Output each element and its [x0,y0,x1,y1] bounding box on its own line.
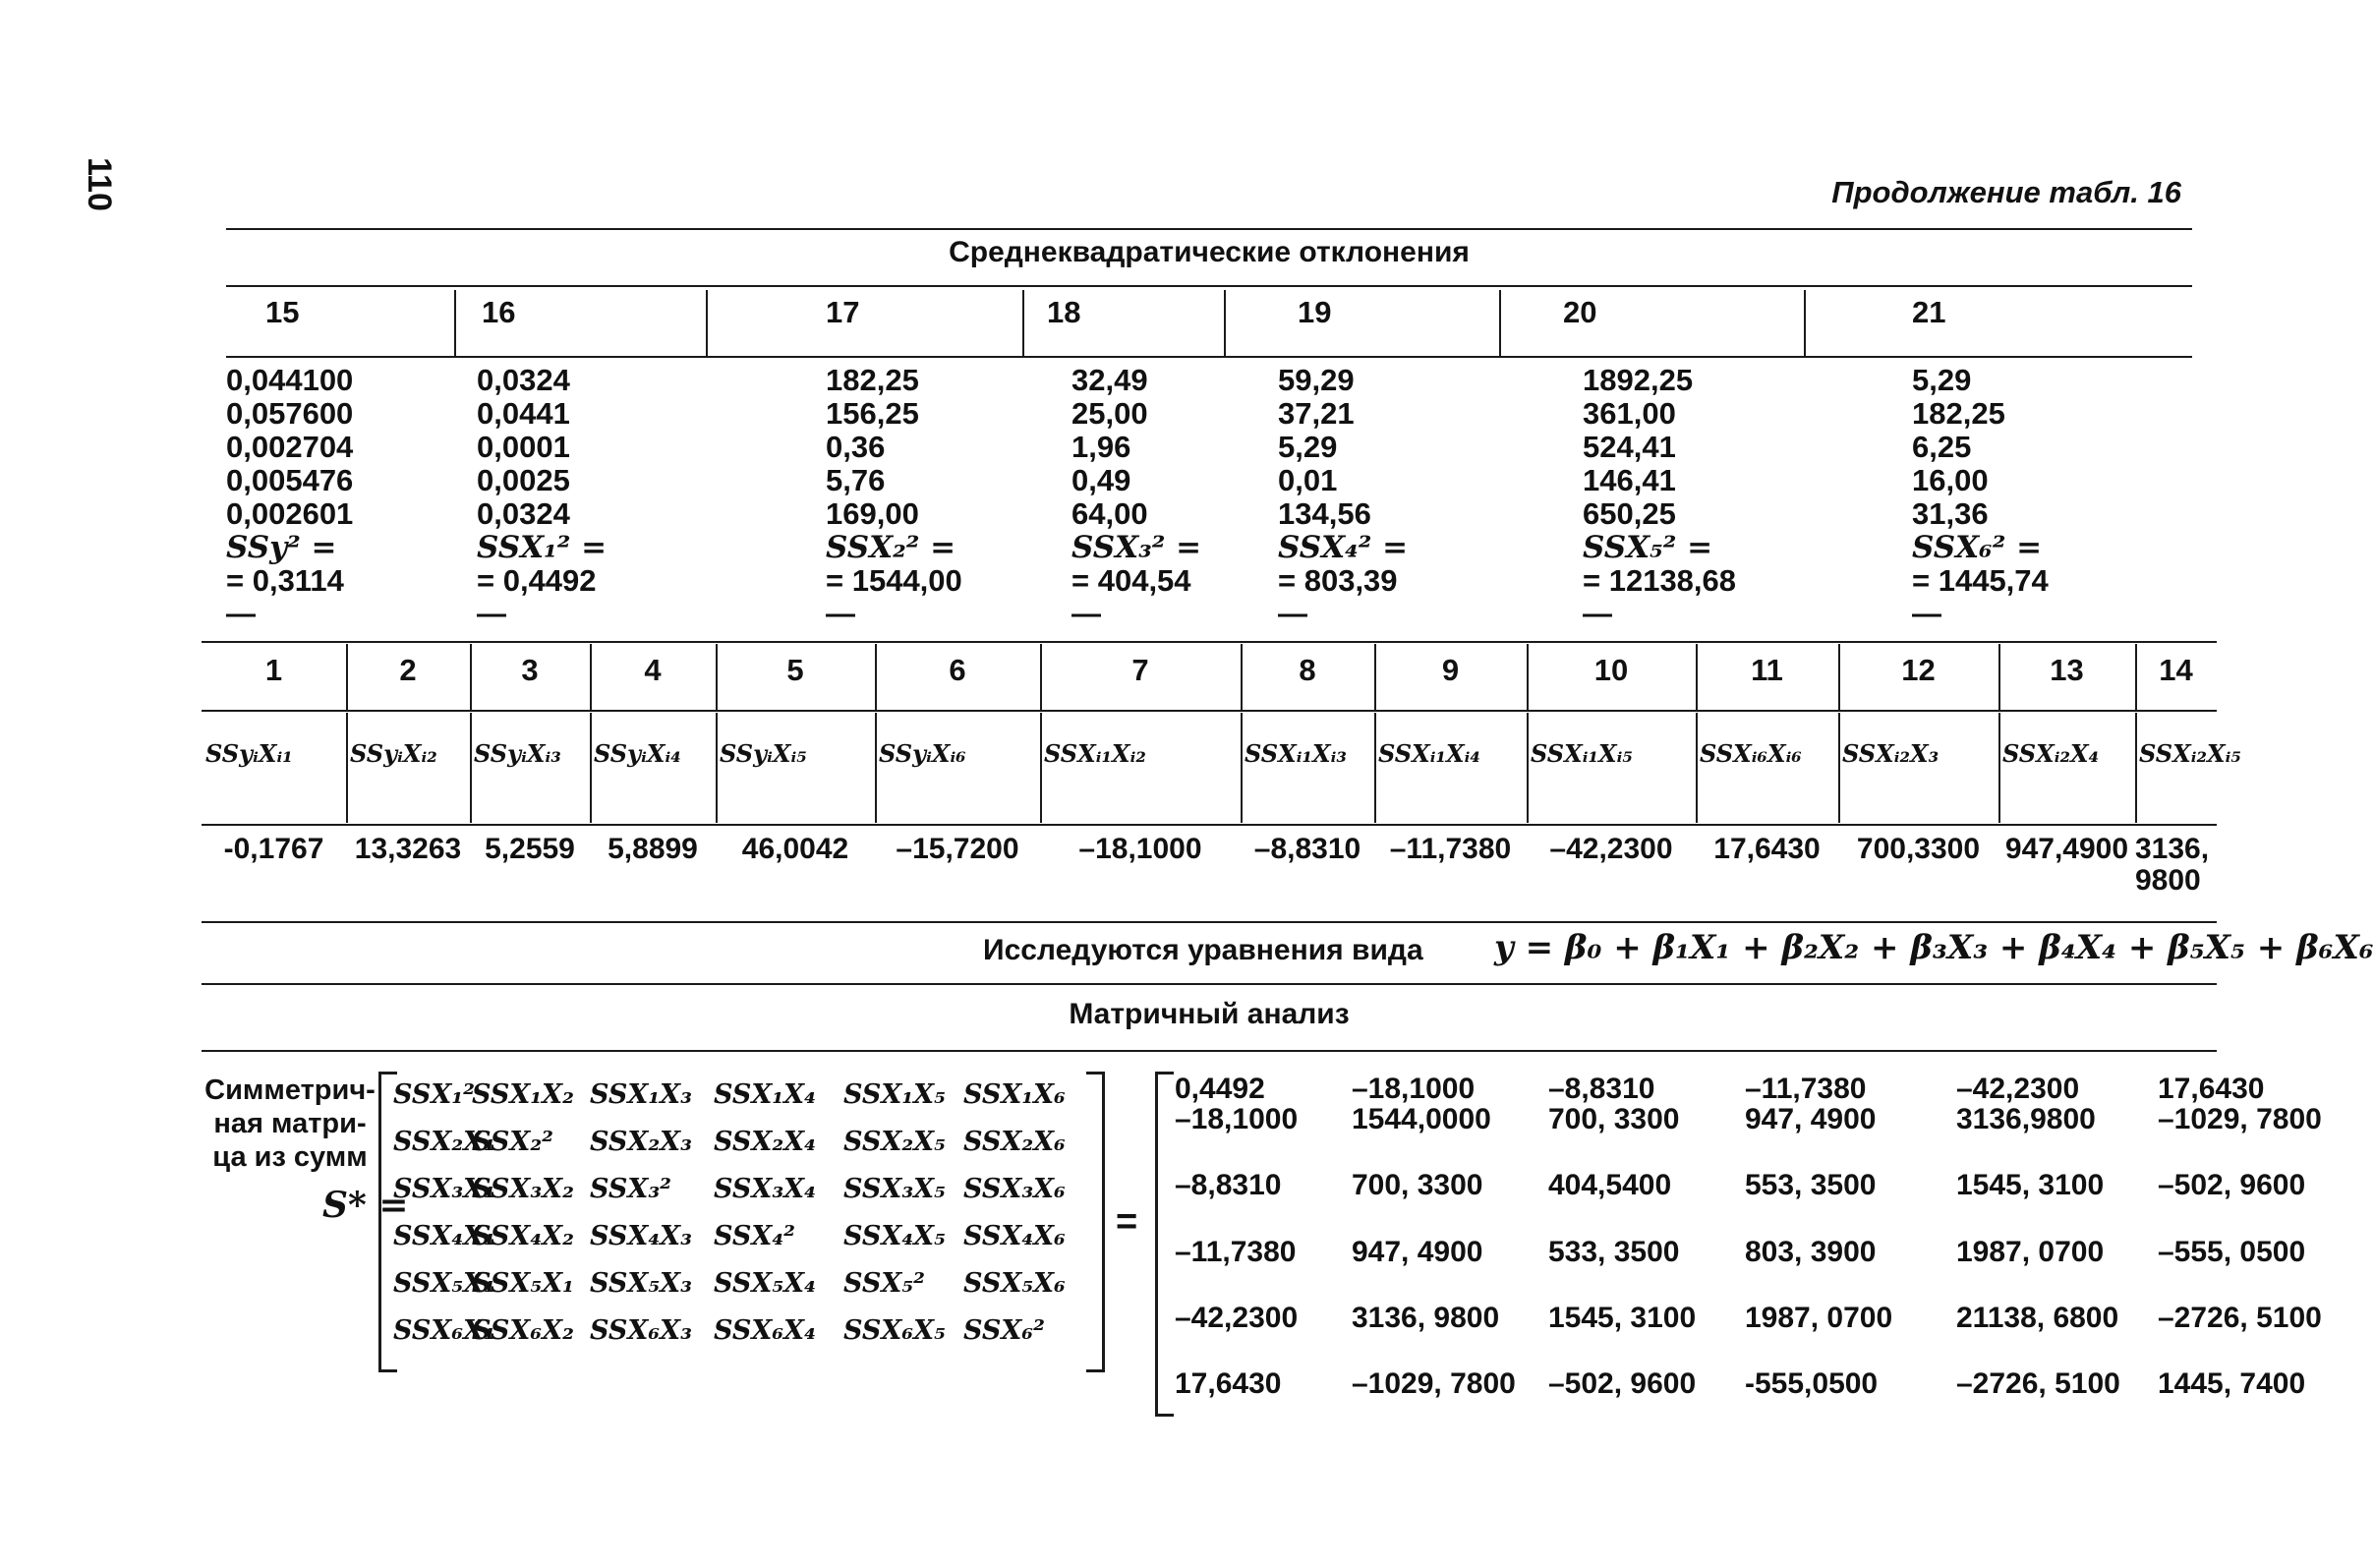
symbolic-matrix-cell: SSX₅² [843,1268,926,1299]
symbolic-matrix-cell: SSX₂X₅ [843,1127,946,1157]
column-divider [470,644,472,711]
column-divider [1804,290,1806,357]
column-divider [346,713,348,823]
symbolic-matrix-cell: SSX₄X₅ [843,1221,946,1251]
bottom-column-header: 11 [1751,653,1783,687]
column-divider [1224,290,1226,357]
sum-product-label: SSyᵢXᵢ₂ [350,739,437,768]
symbolic-matrix-cell: SSX₆X₃ [590,1315,692,1346]
symbolic-matrix-cell: SSX₅X₃ [590,1268,692,1299]
column-value: 37,21 [1278,396,1355,431]
sum-product-value: –18,1000 [1078,833,1202,865]
column-value: 25,00 [1071,396,1148,431]
dash-mark: — [1278,598,1307,630]
symbolic-matrix-cell: SSX₂X₆ [963,1127,1066,1157]
equals-sign: = [1116,1201,1138,1243]
symbolic-matrix-cell: SSX₃X₅ [843,1174,946,1204]
column-value: 146,41 [1583,463,1676,497]
sum-label: SSX₂² = [826,530,956,565]
dash-mark: — [826,598,855,630]
sum-product-value: –11,7380 [1389,833,1512,865]
column-value: 0,0001 [477,430,570,464]
numeric-matrix-cell: 1544,0000 [1352,1103,1491,1135]
numeric-matrix-cell: –18,1000 [1175,1103,1299,1135]
table-continuation-caption: Продолжение табл. 16 [1831,175,2181,209]
sum-product-value: 5,2559 [485,833,575,865]
symbolic-matrix-cell: SSX₁² [393,1079,476,1110]
column-value: 182,25 [1912,396,2005,431]
numeric-matrix-cell: –8,8310 [1548,1073,1655,1105]
symbolic-matrix-cell: SSX₂X₃ [590,1127,692,1157]
numeric-matrix-cell: 1545, 3100 [1956,1169,2105,1201]
numeric-matrix-cell: –502, 9600 [2158,1169,2306,1201]
symbolic-matrix-cell: SSX₆X₅ [843,1315,946,1346]
dash-mark: — [1912,598,1941,630]
left-bracket-numeric [1155,1072,1174,1417]
sum-value: = 0,3114 [226,563,344,598]
symbolic-matrix-cell: SSX₄² [714,1221,796,1251]
numeric-matrix-cell: –8,8310 [1175,1169,1282,1201]
symbolic-matrix-cell: SSX₄X₃ [590,1221,692,1251]
numeric-matrix-cell: 533, 3500 [1548,1236,1680,1268]
symbolic-matrix-cell: SSX₂² [472,1127,554,1157]
symbolic-matrix-cell: SSX₂X₄ [714,1127,816,1157]
numeric-matrix-cell: –42,2300 [1956,1073,2080,1105]
sum-product-value: 700,3300 [1856,833,1981,865]
column-divider [1838,713,1840,823]
dash-mark: — [477,598,506,630]
symbolic-matrix-cell: SSX₁X₂ [472,1079,574,1110]
bottom-column-header: 14 [2159,653,2193,687]
column-divider [590,644,592,711]
sum-product-label: SSyᵢXᵢ₃ [474,739,561,768]
top-column-header: 21 [1912,295,1946,329]
column-divider [1022,290,1024,357]
sum-product-label: SSXᵢ₁Xᵢ₃ [1245,739,1347,768]
symbolic-matrix-cell: SSX₄X₆ [963,1221,1066,1251]
column-value: 169,00 [826,496,919,531]
rule [202,921,2217,923]
column-divider [1374,644,1376,711]
column-value: 0,002601 [226,496,354,531]
column-value: 156,25 [826,396,919,431]
column-divider [2135,644,2137,711]
bottom-column-header: 6 [949,653,966,687]
symbolic-matrix-cell: SSX₆² [963,1315,1046,1346]
column-divider [1374,713,1376,823]
numeric-matrix-cell: 553, 3500 [1745,1169,1877,1201]
top-column-header: 15 [265,295,300,329]
numeric-matrix-cell: 3136, 9800 [1352,1302,1500,1334]
sum-product-value: 13,3263 [354,833,462,865]
matrix-symbol: S* = [322,1185,409,1226]
numeric-matrix-cell: 1545, 3100 [1548,1302,1697,1334]
sum-product-value: –42,2300 [1549,833,1673,865]
symbolic-matrix-cell: SSX₁X₆ [963,1079,1066,1110]
bottom-column-header: 9 [1441,653,1460,687]
bottom-column-header: 12 [1901,653,1936,687]
column-divider [1838,644,1840,711]
numeric-matrix-cell: 404,5400 [1548,1169,1672,1201]
sum-product-value: -0,1767 [223,833,324,865]
sum-product-value: –8,8310 [1253,833,1361,865]
column-divider [706,290,708,357]
sum-product-label: SSXᵢ₂Xᵢ₅ [2139,739,2241,768]
sum-product-label: SSyᵢXᵢ₄ [594,739,681,768]
sum-label: SSX₃² = [1071,530,1202,565]
sum-value: = 0,4492 [477,563,597,598]
symbolic-matrix-cell: SSX₃X₄ [714,1174,816,1204]
sum-product-label: SSyᵢXᵢ₁ [205,739,293,768]
column-value: 0,044100 [226,363,354,397]
column-divider [1241,644,1243,711]
symbolic-matrix-cell: SSX₁X₃ [590,1079,692,1110]
rule [202,641,2217,643]
column-value: 31,36 [1912,496,1989,531]
numeric-matrix-cell: 17,6430 [1175,1367,1282,1400]
numeric-matrix-cell: –42,2300 [1175,1302,1299,1334]
numeric-matrix-cell: –1029, 7800 [2158,1103,2322,1135]
sum-product-label: SSyᵢXᵢ₆ [879,739,966,768]
column-divider [1527,644,1529,711]
column-value: 134,56 [1278,496,1371,531]
matrix-side-label: Симметрич- ная матри- ца из сумм [204,1074,376,1173]
symbolic-matrix-cell: SSX₅X₁ [393,1268,495,1299]
column-divider [1696,644,1698,711]
column-value: 650,25 [1583,496,1676,531]
column-value: 0,0441 [477,396,570,431]
numeric-matrix-cell: -555,0500 [1745,1367,1879,1400]
sum-value: = 12138,68 [1583,563,1737,598]
symbolic-matrix-cell: SSX₅X₁ [472,1268,574,1299]
sum-product-label: SSXᵢ₁Xᵢ₅ [1531,739,1633,768]
symbolic-matrix-cell: SSX₅X₄ [714,1268,816,1299]
bottom-column-header: 8 [1299,653,1316,687]
dash-mark: — [226,598,256,630]
numeric-matrix-cell: 21138, 6800 [1956,1302,2119,1334]
column-divider [1040,644,1042,711]
sum-product-label: SSXᵢ₁Xᵢ₂ [1044,739,1146,768]
symbolic-matrix-cell: SSX₁X₅ [843,1079,946,1110]
rule [202,1050,2217,1052]
column-value: 16,00 [1912,463,1989,497]
symbolic-matrix-cell: SSX₄X₁ [393,1221,495,1251]
rule [202,983,2217,985]
top-column-header: 18 [1047,295,1081,329]
sum-product-value: 46,0042 [741,833,849,865]
sum-product-value: 3136, 9800 [2135,833,2210,897]
bottom-column-header: 4 [644,653,662,687]
right-bracket-symbolic [1086,1072,1105,1372]
column-divider [1998,713,2000,823]
symbolic-matrix-cell: SSX₃² [590,1174,672,1204]
numeric-matrix-cell: –18,1000 [1352,1073,1476,1105]
symbolic-matrix-cell: SSX₃X₁ [393,1174,495,1204]
column-value: 1892,25 [1583,363,1694,397]
sum-label: SSX₁² = [477,530,608,565]
column-value: 0,005476 [226,463,354,497]
numeric-matrix-cell: –502, 9600 [1548,1367,1697,1400]
column-value: 5,76 [826,463,886,497]
numeric-matrix-cell: 1987, 0700 [1745,1302,1893,1334]
column-value: 32,49 [1071,363,1148,397]
column-value: 0,0025 [477,463,570,497]
column-divider [1527,713,1529,823]
column-divider [1998,644,2000,711]
numeric-matrix-cell: –11,7380 [1175,1236,1297,1268]
symbolic-matrix-cell: SSX₂X₁ [393,1127,495,1157]
sum-product-label: SSXᵢ₂X₄ [2002,739,2100,768]
sum-label: SSX₆² = [1912,530,2043,565]
column-value: 5,29 [1278,430,1338,464]
sum-value: = 404,54 [1071,563,1191,598]
symbolic-matrix-cell: SSX₅X₆ [963,1268,1066,1299]
sum-product-value: 5,8899 [608,833,698,865]
numeric-matrix-cell: –2726, 5100 [2158,1302,2322,1334]
page-number: 110 [81,157,118,211]
column-value: 0,36 [826,430,886,464]
dash-mark: — [1583,598,1612,630]
column-divider [1499,290,1501,357]
sum-product-value: 947,4900 [2004,833,2129,865]
numeric-matrix-cell: –2726, 5100 [1956,1367,2120,1400]
dash-mark: — [1071,598,1101,630]
numeric-matrix-cell: 1445, 7400 [2158,1367,2306,1400]
rule [202,824,2217,826]
rule [226,228,2192,230]
column-value: 0,0324 [477,496,570,531]
column-divider [590,713,592,823]
rule [226,285,2192,287]
top-column-header: 17 [826,295,860,329]
column-value: 1,96 [1071,430,1131,464]
column-value: 361,00 [1583,396,1676,431]
sum-value: = 1544,00 [826,563,962,598]
numeric-matrix-cell: –1029, 7800 [1352,1367,1516,1400]
sum-label: SSX₅² = [1583,530,1713,565]
bottom-column-header: 3 [521,653,539,687]
sum-value: = 803,39 [1278,563,1398,598]
column-value: 0,01 [1278,463,1338,497]
sum-label: SSX₄² = [1278,530,1409,565]
column-divider [346,644,348,711]
column-divider [716,713,718,823]
numeric-matrix-cell: 700, 3300 [1548,1103,1680,1135]
symbolic-matrix-cell: SSX₁X₄ [714,1079,816,1110]
numeric-matrix-cell: 947, 4900 [1352,1236,1483,1268]
sum-product-value: 17,6430 [1713,833,1821,865]
column-value: 59,29 [1278,363,1355,397]
bottom-column-header: 2 [399,653,417,687]
symbolic-matrix-cell: SSX₆X₂ [472,1315,574,1346]
column-value: 182,25 [826,363,919,397]
numeric-matrix-cell: 803, 3900 [1745,1236,1877,1268]
numeric-matrix-cell: 0,4492 [1175,1073,1265,1105]
sum-product-label: SSXᵢ₆Xᵢ₆ [1700,739,1802,768]
column-divider [470,713,472,823]
equation-caption: Исследуются уравнения вида [983,934,1423,966]
column-divider [875,713,877,823]
column-value: 0,002704 [226,430,354,464]
top-column-header: 20 [1563,295,1597,329]
std-dev-title: Среднеквадратические отклонения [949,236,1470,268]
numeric-matrix-cell: –555, 0500 [2158,1236,2306,1268]
column-value: 524,41 [1583,430,1676,464]
bottom-column-header: 5 [786,653,804,687]
numeric-matrix-cell: 947, 4900 [1745,1103,1877,1135]
rule [202,710,2217,712]
numeric-matrix-cell: 17,6430 [2158,1073,2265,1105]
numeric-matrix-cell: 1987, 0700 [1956,1236,2105,1268]
column-divider [1040,713,1042,823]
column-divider [2135,713,2137,823]
bottom-column-header: 13 [2050,653,2084,687]
column-divider [1696,713,1698,823]
symbolic-matrix-cell: SSX₆X₄ [714,1315,816,1346]
column-divider [875,644,877,711]
column-divider [716,644,718,711]
regression-equation: y = β₀ + β₁X₁ + β₂X₂ + β₃X₃ + β₄X₄ + β₅X₅ + β₆X₆ [1494,928,2374,967]
sum-product-label: SSXᵢ₁Xᵢ₄ [1378,739,1480,768]
numeric-matrix-cell: 3136,9800 [1956,1103,2096,1135]
sum-product-label: SSyᵢXᵢ₅ [720,739,807,768]
sum-label: SSy² = [226,530,337,565]
numeric-matrix-cell: 700, 3300 [1352,1169,1483,1201]
sum-value: = 1445,74 [1912,563,2049,598]
column-value: 0,057600 [226,396,354,431]
column-value: 0,49 [1071,463,1131,497]
symbolic-matrix-cell: SSX₃X₂ [472,1174,574,1204]
sum-product-label: SSXᵢ₂X₃ [1842,739,1940,768]
column-value: 5,29 [1912,363,1972,397]
sum-product-value: –15,7200 [896,833,1019,865]
symbolic-matrix-cell: SSX₄X₂ [472,1221,574,1251]
bottom-column-header: 1 [264,653,283,687]
top-column-header: 19 [1298,295,1332,329]
column-value: 0,0324 [477,363,570,397]
symbolic-matrix-cell: SSX₆X₁ [393,1315,495,1346]
column-divider [454,290,456,357]
column-value: 64,00 [1071,496,1148,531]
numeric-matrix-cell: –11,7380 [1745,1073,1867,1105]
top-column-header: 16 [482,295,516,329]
column-value: 6,25 [1912,430,1972,464]
symbolic-matrix-cell: SSX₃X₆ [963,1174,1066,1204]
rule [226,356,2192,358]
bottom-column-header: 7 [1131,653,1149,687]
bottom-column-header: 10 [1593,653,1629,687]
column-divider [1241,713,1243,823]
matrix-title: Матричный анализ [1069,998,1350,1030]
